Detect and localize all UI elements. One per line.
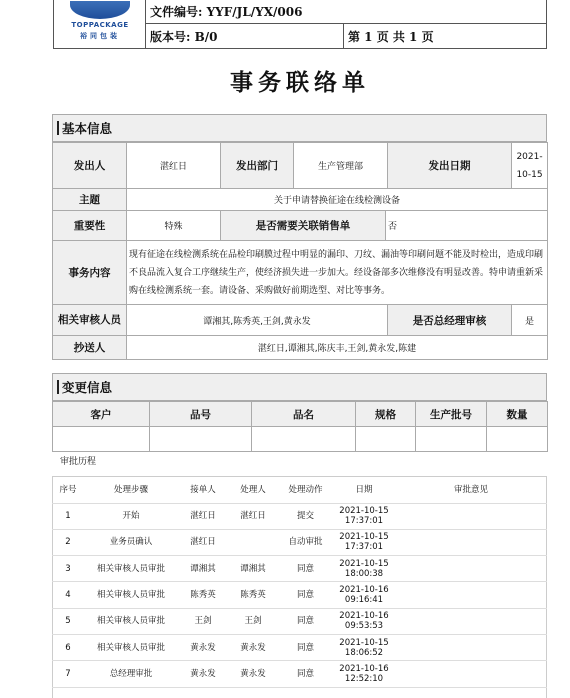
- approval-cell-step: 总经理审批: [84, 661, 178, 687]
- change-cell: [487, 427, 548, 452]
- approval-cell-step: 相关审核人员审批: [84, 634, 178, 660]
- logo-cell: [54, 0, 146, 49]
- approval-cell-handler: 黄永发: [228, 661, 278, 687]
- logo-mark-icon: [70, 1, 130, 19]
- change-cell: [416, 427, 487, 452]
- dept-label: 发出部门: [221, 143, 294, 189]
- section-bar-icon: [57, 121, 59, 135]
- page-title: 事务联络单: [230, 69, 370, 96]
- approval-cell-seq: 4: [52, 582, 84, 608]
- approval-cell-action: 提交: [278, 503, 333, 529]
- approval-cell-handler: 黄永发: [228, 634, 278, 660]
- approval-caption: 审批历程: [60, 457, 97, 467]
- importance-label: 重要性: [53, 211, 127, 241]
- cc-label: 抄送人: [53, 336, 127, 360]
- page-indicator: 第 1 页 共 1 页: [344, 24, 547, 49]
- approval-row: [52, 503, 547, 529]
- approval-cell-action: 同意: [278, 582, 333, 608]
- approval-cell-opinion: [395, 661, 547, 687]
- approval-table: [52, 476, 547, 688]
- approval-cell-date: 2021-10-15 18:06:52: [333, 634, 395, 660]
- cc-value: 湛红日,谭湘其,陈庆丰,王剑,黄永发,陈建: [127, 336, 548, 360]
- approval-row: [52, 661, 547, 687]
- content-value: 现有征途在线检测系统在品检印刷膜过程中明显的漏印、刀纹、漏油等印刷问题不能及时检出，造成印刷不良品流入复合工序继续生产，使经济损失进一步加大。经设备部多次维修没有明显改善。特申请重新采购在线检测系统一套。请设备、采购做好前期选型、对比等事务。: [127, 241, 548, 305]
- approval-cell-action: 同意: [278, 634, 333, 660]
- approval-cell-seq: 3: [52, 556, 84, 582]
- logo-subtext: 裕同包装: [80, 31, 120, 40]
- approval-cell-action: 同意: [278, 608, 333, 634]
- approval-cell-step: 开始: [84, 503, 178, 529]
- section-change-info: [52, 373, 547, 401]
- date-label: 发出日期: [388, 143, 512, 189]
- approval-header-handler: 处理人: [228, 476, 278, 503]
- approval-cell-receiver: 陈秀英: [178, 582, 228, 608]
- version-number: 版本号: B/0: [146, 24, 344, 49]
- gm-review-value: 是: [512, 305, 548, 336]
- date-value: 2021-10-15: [512, 143, 548, 189]
- approval-cell-action: 自动审批: [278, 529, 333, 555]
- doc-number: 文件编号: YYF/JL/YX/006: [146, 0, 547, 24]
- approval-cell-opinion: [395, 529, 547, 555]
- approval-cell-receiver: 黄永发: [178, 634, 228, 660]
- document-header: [53, 0, 547, 49]
- reviewers-label: 相关审核人员: [53, 305, 127, 336]
- approval-row: [52, 582, 547, 608]
- approval-cell-opinion: [395, 634, 547, 660]
- sender-value: 湛红日: [127, 143, 221, 189]
- approval-cell-handler: 湛红日: [228, 503, 278, 529]
- approval-cell-seq: 5: [52, 608, 84, 634]
- approval-row: [52, 608, 547, 634]
- logo-text: TOPPACKAGE: [71, 21, 129, 29]
- section-bar-icon: [57, 380, 59, 394]
- change-cell: [150, 427, 252, 452]
- basic-info-table: [52, 142, 548, 360]
- need-link-value: 否: [386, 211, 548, 241]
- approval-header-receiver: 接单人: [178, 476, 228, 503]
- dept-value: 生产管理部: [294, 143, 388, 189]
- approval-cell-date: 2021-10-15 18:00:38: [333, 556, 395, 582]
- approval-cell-step: 业务员确认: [84, 529, 178, 555]
- approval-cell-step: 相关审核人员审批: [84, 582, 178, 608]
- approval-header-opinion: 审批意见: [395, 476, 547, 503]
- approval-header-seq: 序号: [52, 476, 84, 503]
- approval-cell-opinion: [395, 503, 547, 529]
- content-label: 事务内容: [53, 241, 127, 305]
- approval-cell-opinion: [395, 582, 547, 608]
- sender-label: 发出人: [53, 143, 127, 189]
- approval-cell-seq: 2: [52, 529, 84, 555]
- approval-cell-receiver: 湛红日: [178, 529, 228, 555]
- approval-row: [52, 556, 547, 582]
- approval-cell-handler: 王剑: [228, 608, 278, 634]
- approval-cell-handler: 谭湘其: [228, 556, 278, 582]
- section-title: 基本信息: [62, 121, 113, 136]
- approval-cell-seq: 1: [52, 503, 84, 529]
- company-logo: [60, 1, 140, 43]
- approval-cell-receiver: 湛红日: [178, 503, 228, 529]
- approval-cell-date: 2021-10-16 12:52:10: [333, 661, 395, 687]
- change-header-customer: 客户: [53, 402, 150, 427]
- approval-cell-date: 2021-10-15 17:37:01: [333, 529, 395, 555]
- section-title: 变更信息: [62, 380, 113, 395]
- change-cell: [53, 427, 150, 452]
- approval-header-date: 日期: [333, 476, 395, 503]
- approval-cell-handler: 陈秀英: [228, 582, 278, 608]
- approval-cell-action: 同意: [278, 556, 333, 582]
- change-cell: [252, 427, 356, 452]
- change-header-qty: 数量: [487, 402, 548, 427]
- gm-review-label: 是否总经理审核: [388, 305, 512, 336]
- importance-value: 特殊: [127, 211, 221, 241]
- approval-cell-date: 2021-10-15 17:37:01: [333, 503, 395, 529]
- reviewers-value: 谭湘其,陈秀英,王剑,黄永发: [127, 305, 388, 336]
- approval-cell-seq: 6: [52, 634, 84, 660]
- approval-cell-handler: [228, 529, 278, 555]
- approval-header-step: 处理步骤: [84, 476, 178, 503]
- change-info-table: [52, 401, 548, 452]
- approval-cell-opinion: [395, 608, 547, 634]
- approval-cell-seq: 7: [52, 661, 84, 687]
- subject-label: 主题: [53, 189, 127, 211]
- approval-header-action: 处理动作: [278, 476, 333, 503]
- change-cell: [356, 427, 416, 452]
- approval-cell-opinion: [395, 556, 547, 582]
- approval-cell-action: 同意: [278, 661, 333, 687]
- change-header-item-no: 品号: [150, 402, 252, 427]
- change-header-spec: 规格: [356, 402, 416, 427]
- approval-cell-receiver: 黄永发: [178, 661, 228, 687]
- section-basic-info: [52, 114, 547, 142]
- approval-cell-receiver: 王剑: [178, 608, 228, 634]
- need-link-label: 是否需要关联销售单: [221, 211, 386, 241]
- approval-row: [52, 529, 547, 555]
- subject-value: 关于申请替换征途在线检测设备: [127, 189, 548, 211]
- change-header-batch: 生产批号: [416, 402, 487, 427]
- approval-cell-date: 2021-10-16 09:16:41: [333, 582, 395, 608]
- approval-cell-step: 相关审核人员审批: [84, 608, 178, 634]
- change-header-item-name: 品名: [252, 402, 356, 427]
- approval-cell-receiver: 谭湘其: [178, 556, 228, 582]
- approval-cell-step: 相关审核人员审批: [84, 556, 178, 582]
- approval-row: [52, 634, 547, 660]
- approval-cell-date: 2021-10-16 09:53:53: [333, 608, 395, 634]
